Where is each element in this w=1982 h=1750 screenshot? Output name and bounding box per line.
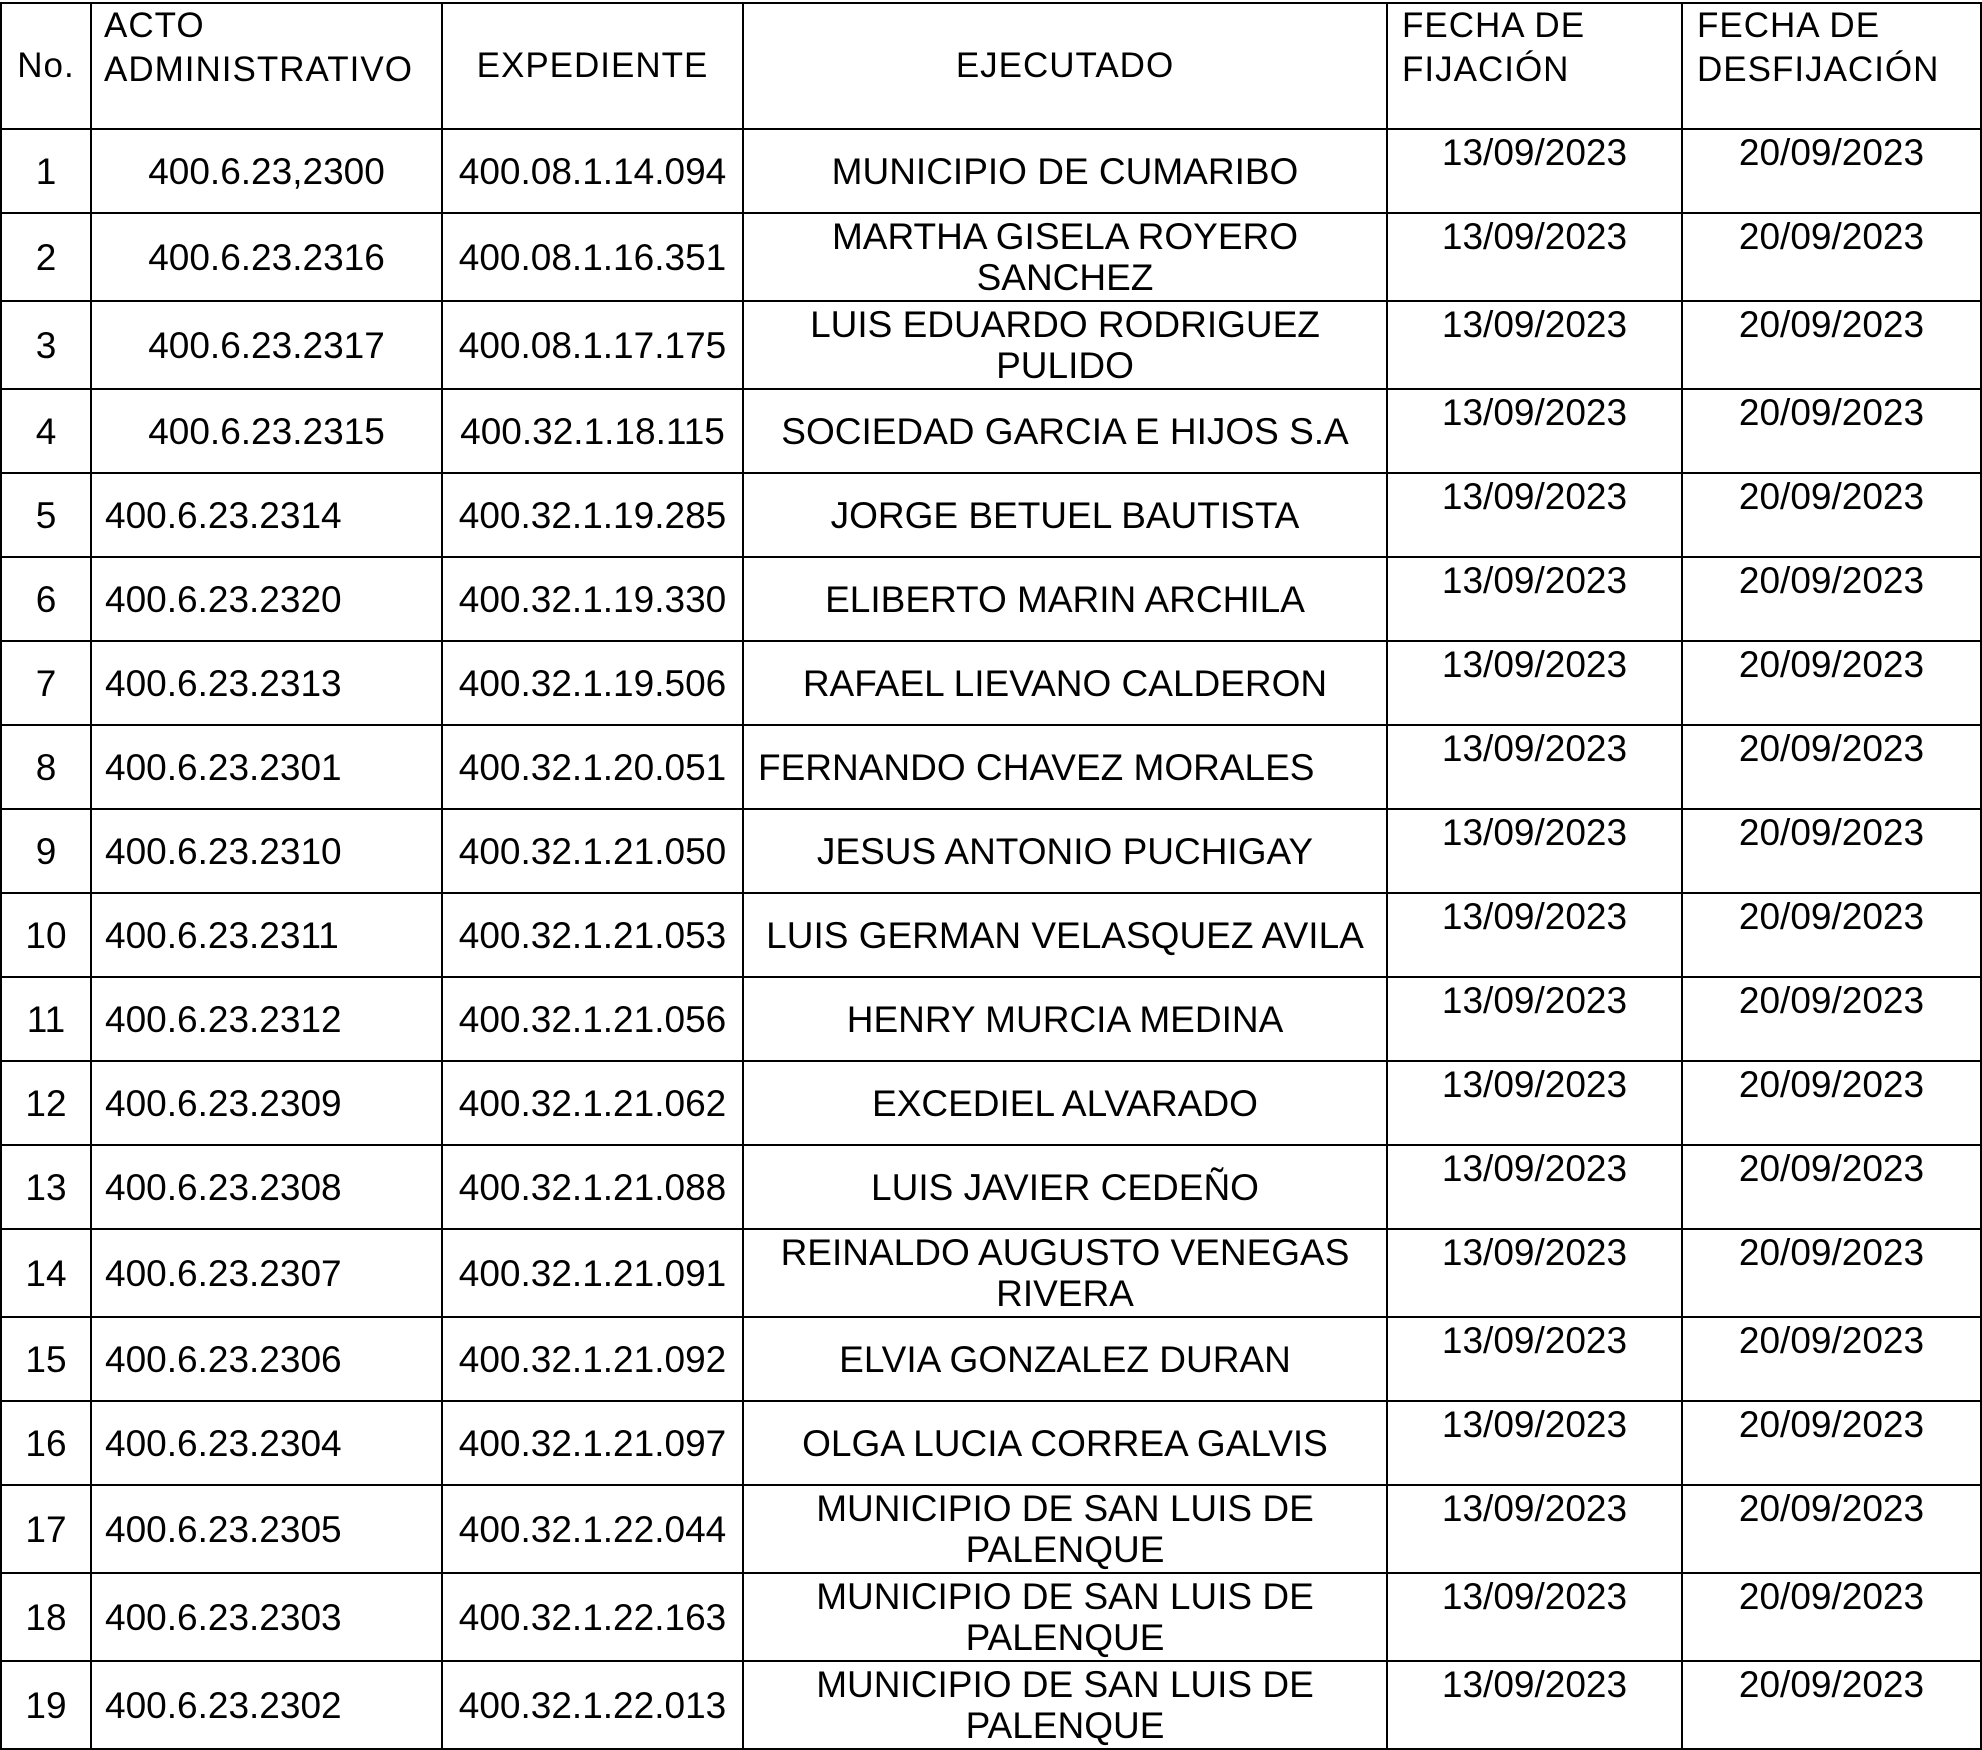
table-row <box>1 1661 1981 1749</box>
cell-fecha-desfijacion: 20/09/2023 <box>1682 557 1981 641</box>
cell-ejecutado: MUNICIPIO DE SAN LUIS DE PALENQUE <box>743 1573 1387 1661</box>
cell-expediente: 400.32.1.21.088 <box>442 1145 743 1229</box>
cell-fecha-fijacion: 13/09/2023 <box>1387 473 1682 557</box>
cell-expediente: 400.32.1.21.097 <box>442 1401 743 1485</box>
cell-fecha-fijacion: 13/09/2023 <box>1387 809 1682 893</box>
table-row <box>1 725 1981 809</box>
table-header-row <box>1 3 1981 129</box>
cell-acto: 400.6.23.2301 <box>91 725 442 809</box>
cell-no: 13 <box>1 1145 91 1229</box>
table-row <box>1 977 1981 1061</box>
table-row <box>1 1401 1981 1485</box>
table-row <box>1 1061 1981 1145</box>
cell-acto: 400.6.23.2312 <box>91 977 442 1061</box>
cell-no: 5 <box>1 473 91 557</box>
cell-fecha-fijacion: 13/09/2023 <box>1387 1573 1682 1661</box>
cell-fecha-fijacion: 13/09/2023 <box>1387 1661 1682 1749</box>
cell-ejecutado: MUNICIPIO DE SAN LUIS DE PALENQUE <box>743 1485 1387 1573</box>
cell-fecha-desfijacion: 20/09/2023 <box>1682 893 1981 977</box>
cell-ejecutado: JESUS ANTONIO PUCHIGAY <box>743 809 1387 893</box>
cell-ejecutado: JORGE BETUEL BAUTISTA <box>743 473 1387 557</box>
notification-table <box>0 2 1982 1750</box>
cell-ejecutado: REINALDO AUGUSTO VENEGAS RIVERA <box>743 1229 1387 1317</box>
cell-fecha-desfijacion: 20/09/2023 <box>1682 977 1981 1061</box>
cell-expediente: 400.08.1.17.175 <box>442 301 743 389</box>
cell-ejecutado: OLGA LUCIA CORREA GALVIS <box>743 1401 1387 1485</box>
header-fecha-fijacion: FECHA DE FIJACIÓN <box>1387 3 1682 129</box>
cell-fecha-desfijacion: 20/09/2023 <box>1682 809 1981 893</box>
cell-fecha-desfijacion: 20/09/2023 <box>1682 301 1981 389</box>
cell-expediente: 400.08.1.14.094 <box>442 129 743 213</box>
cell-no: 10 <box>1 893 91 977</box>
cell-fecha-fijacion: 13/09/2023 <box>1387 641 1682 725</box>
cell-acto: 400.6.23.2311 <box>91 893 442 977</box>
cell-fecha-fijacion: 13/09/2023 <box>1387 213 1682 301</box>
cell-fecha-desfijacion: 20/09/2023 <box>1682 1573 1981 1661</box>
cell-fecha-desfijacion: 20/09/2023 <box>1682 641 1981 725</box>
cell-expediente: 400.32.1.22.044 <box>442 1485 743 1573</box>
cell-acto: 400.6.23.2307 <box>91 1229 442 1317</box>
cell-ejecutado: MARTHA GISELA ROYERO SANCHEZ <box>743 213 1387 301</box>
cell-ejecutado: ELVIA GONZALEZ DURAN <box>743 1317 1387 1401</box>
cell-no: 1 <box>1 129 91 213</box>
cell-acto: 400.6.23.2315 <box>91 389 442 473</box>
cell-fecha-fijacion: 13/09/2023 <box>1387 1317 1682 1401</box>
cell-fecha-desfijacion: 20/09/2023 <box>1682 1145 1981 1229</box>
cell-fecha-fijacion: 13/09/2023 <box>1387 389 1682 473</box>
table-row <box>1 557 1981 641</box>
cell-acto: 400.6.23.2314 <box>91 473 442 557</box>
cell-acto: 400.6.23.2320 <box>91 557 442 641</box>
header-expediente: EXPEDIENTE <box>442 3 743 129</box>
cell-no: 3 <box>1 301 91 389</box>
cell-no: 4 <box>1 389 91 473</box>
cell-ejecutado: SOCIEDAD GARCIA E HIJOS S.A <box>743 389 1387 473</box>
table-row <box>1 1317 1981 1401</box>
cell-no: 8 <box>1 725 91 809</box>
cell-no: 9 <box>1 809 91 893</box>
cell-no: 7 <box>1 641 91 725</box>
cell-acto: 400.6.23.2303 <box>91 1573 442 1661</box>
cell-acto: 400.6.23.2304 <box>91 1401 442 1485</box>
cell-expediente: 400.32.1.21.092 <box>442 1317 743 1401</box>
cell-fecha-desfijacion: 20/09/2023 <box>1682 725 1981 809</box>
cell-acto: 400.6.23.2309 <box>91 1061 442 1145</box>
cell-acto: 400.6.23.2302 <box>91 1661 442 1749</box>
table-row <box>1 129 1981 213</box>
cell-expediente: 400.32.1.19.330 <box>442 557 743 641</box>
cell-ejecutado: ELIBERTO MARIN ARCHILA <box>743 557 1387 641</box>
cell-fecha-fijacion: 13/09/2023 <box>1387 301 1682 389</box>
header-ejecutado: EJECUTADO <box>743 3 1387 129</box>
cell-no: 16 <box>1 1401 91 1485</box>
table-row <box>1 301 1981 389</box>
table-row <box>1 893 1981 977</box>
table-row <box>1 473 1981 557</box>
table-row <box>1 389 1981 473</box>
table-row <box>1 213 1981 301</box>
cell-fecha-desfijacion: 20/09/2023 <box>1682 1229 1981 1317</box>
table-row <box>1 1145 1981 1229</box>
cell-expediente: 400.32.1.18.115 <box>442 389 743 473</box>
cell-expediente: 400.32.1.22.013 <box>442 1661 743 1749</box>
cell-acto: 400.6.23.2310 <box>91 809 442 893</box>
table-row <box>1 1485 1981 1573</box>
table-row <box>1 1573 1981 1661</box>
cell-acto: 400.6.23.2305 <box>91 1485 442 1573</box>
cell-acto: 400.6.23.2316 <box>91 213 442 301</box>
cell-expediente: 400.08.1.16.351 <box>442 213 743 301</box>
header-no: No. <box>1 3 91 129</box>
header-fecha-desfijacion: FECHA DE DESFIJACIÓN <box>1682 3 1981 129</box>
cell-expediente: 400.32.1.21.091 <box>442 1229 743 1317</box>
cell-ejecutado: EXCEDIEL ALVARADO <box>743 1061 1387 1145</box>
cell-no: 6 <box>1 557 91 641</box>
cell-fecha-fijacion: 13/09/2023 <box>1387 1401 1682 1485</box>
cell-expediente: 400.32.1.19.285 <box>442 473 743 557</box>
cell-expediente: 400.32.1.21.050 <box>442 809 743 893</box>
cell-expediente: 400.32.1.22.163 <box>442 1573 743 1661</box>
cell-acto: 400.6.23.2306 <box>91 1317 442 1401</box>
cell-fecha-desfijacion: 20/09/2023 <box>1682 1485 1981 1573</box>
cell-fecha-fijacion: 13/09/2023 <box>1387 1229 1682 1317</box>
cell-fecha-desfijacion: 20/09/2023 <box>1682 1317 1981 1401</box>
cell-ejecutado: FERNANDO CHAVEZ MORALES <box>743 725 1387 809</box>
cell-fecha-fijacion: 13/09/2023 <box>1387 977 1682 1061</box>
cell-no: 2 <box>1 213 91 301</box>
cell-ejecutado: LUIS JAVIER CEDEÑO <box>743 1145 1387 1229</box>
cell-fecha-desfijacion: 20/09/2023 <box>1682 1061 1981 1145</box>
cell-expediente: 400.32.1.19.506 <box>442 641 743 725</box>
cell-no: 18 <box>1 1573 91 1661</box>
cell-expediente: 400.32.1.21.062 <box>442 1061 743 1145</box>
cell-expediente: 400.32.1.21.053 <box>442 893 743 977</box>
cell-fecha-desfijacion: 20/09/2023 <box>1682 213 1981 301</box>
cell-expediente: 400.32.1.20.051 <box>442 725 743 809</box>
cell-no: 11 <box>1 977 91 1061</box>
cell-no: 19 <box>1 1661 91 1749</box>
cell-fecha-fijacion: 13/09/2023 <box>1387 1145 1682 1229</box>
cell-ejecutado: MUNICIPIO DE SAN LUIS DE PALENQUE <box>743 1661 1387 1749</box>
cell-fecha-desfijacion: 20/09/2023 <box>1682 389 1981 473</box>
table-row <box>1 641 1981 725</box>
cell-no: 15 <box>1 1317 91 1401</box>
table-row <box>1 1229 1981 1317</box>
header-acto-administrativo: ACTO ADMINISTRATIVO <box>91 3 442 129</box>
cell-ejecutado: LUIS GERMAN VELASQUEZ AVILA <box>743 893 1387 977</box>
cell-no: 17 <box>1 1485 91 1573</box>
cell-acto: 400.6.23.2317 <box>91 301 442 389</box>
cell-fecha-fijacion: 13/09/2023 <box>1387 1485 1682 1573</box>
cell-fecha-desfijacion: 20/09/2023 <box>1682 473 1981 557</box>
cell-no: 12 <box>1 1061 91 1145</box>
cell-fecha-fijacion: 13/09/2023 <box>1387 129 1682 213</box>
cell-ejecutado: LUIS EDUARDO RODRIGUEZ PULIDO <box>743 301 1387 389</box>
cell-fecha-fijacion: 13/09/2023 <box>1387 893 1682 977</box>
cell-ejecutado: RAFAEL LIEVANO CALDERON <box>743 641 1387 725</box>
cell-acto: 400.6.23.2308 <box>91 1145 442 1229</box>
cell-fecha-fijacion: 13/09/2023 <box>1387 557 1682 641</box>
cell-fecha-fijacion: 13/09/2023 <box>1387 725 1682 809</box>
cell-acto: 400.6.23.2313 <box>91 641 442 725</box>
cell-fecha-desfijacion: 20/09/2023 <box>1682 1401 1981 1485</box>
cell-ejecutado: MUNICIPIO DE CUMARIBO <box>743 129 1387 213</box>
table-row <box>1 809 1981 893</box>
cell-expediente: 400.32.1.21.056 <box>442 977 743 1061</box>
cell-fecha-desfijacion: 20/09/2023 <box>1682 1661 1981 1749</box>
cell-fecha-fijacion: 13/09/2023 <box>1387 1061 1682 1145</box>
cell-ejecutado: HENRY MURCIA MEDINA <box>743 977 1387 1061</box>
cell-acto: 400.6.23,2300 <box>91 129 442 213</box>
cell-no: 14 <box>1 1229 91 1317</box>
cell-fecha-desfijacion: 20/09/2023 <box>1682 129 1981 213</box>
